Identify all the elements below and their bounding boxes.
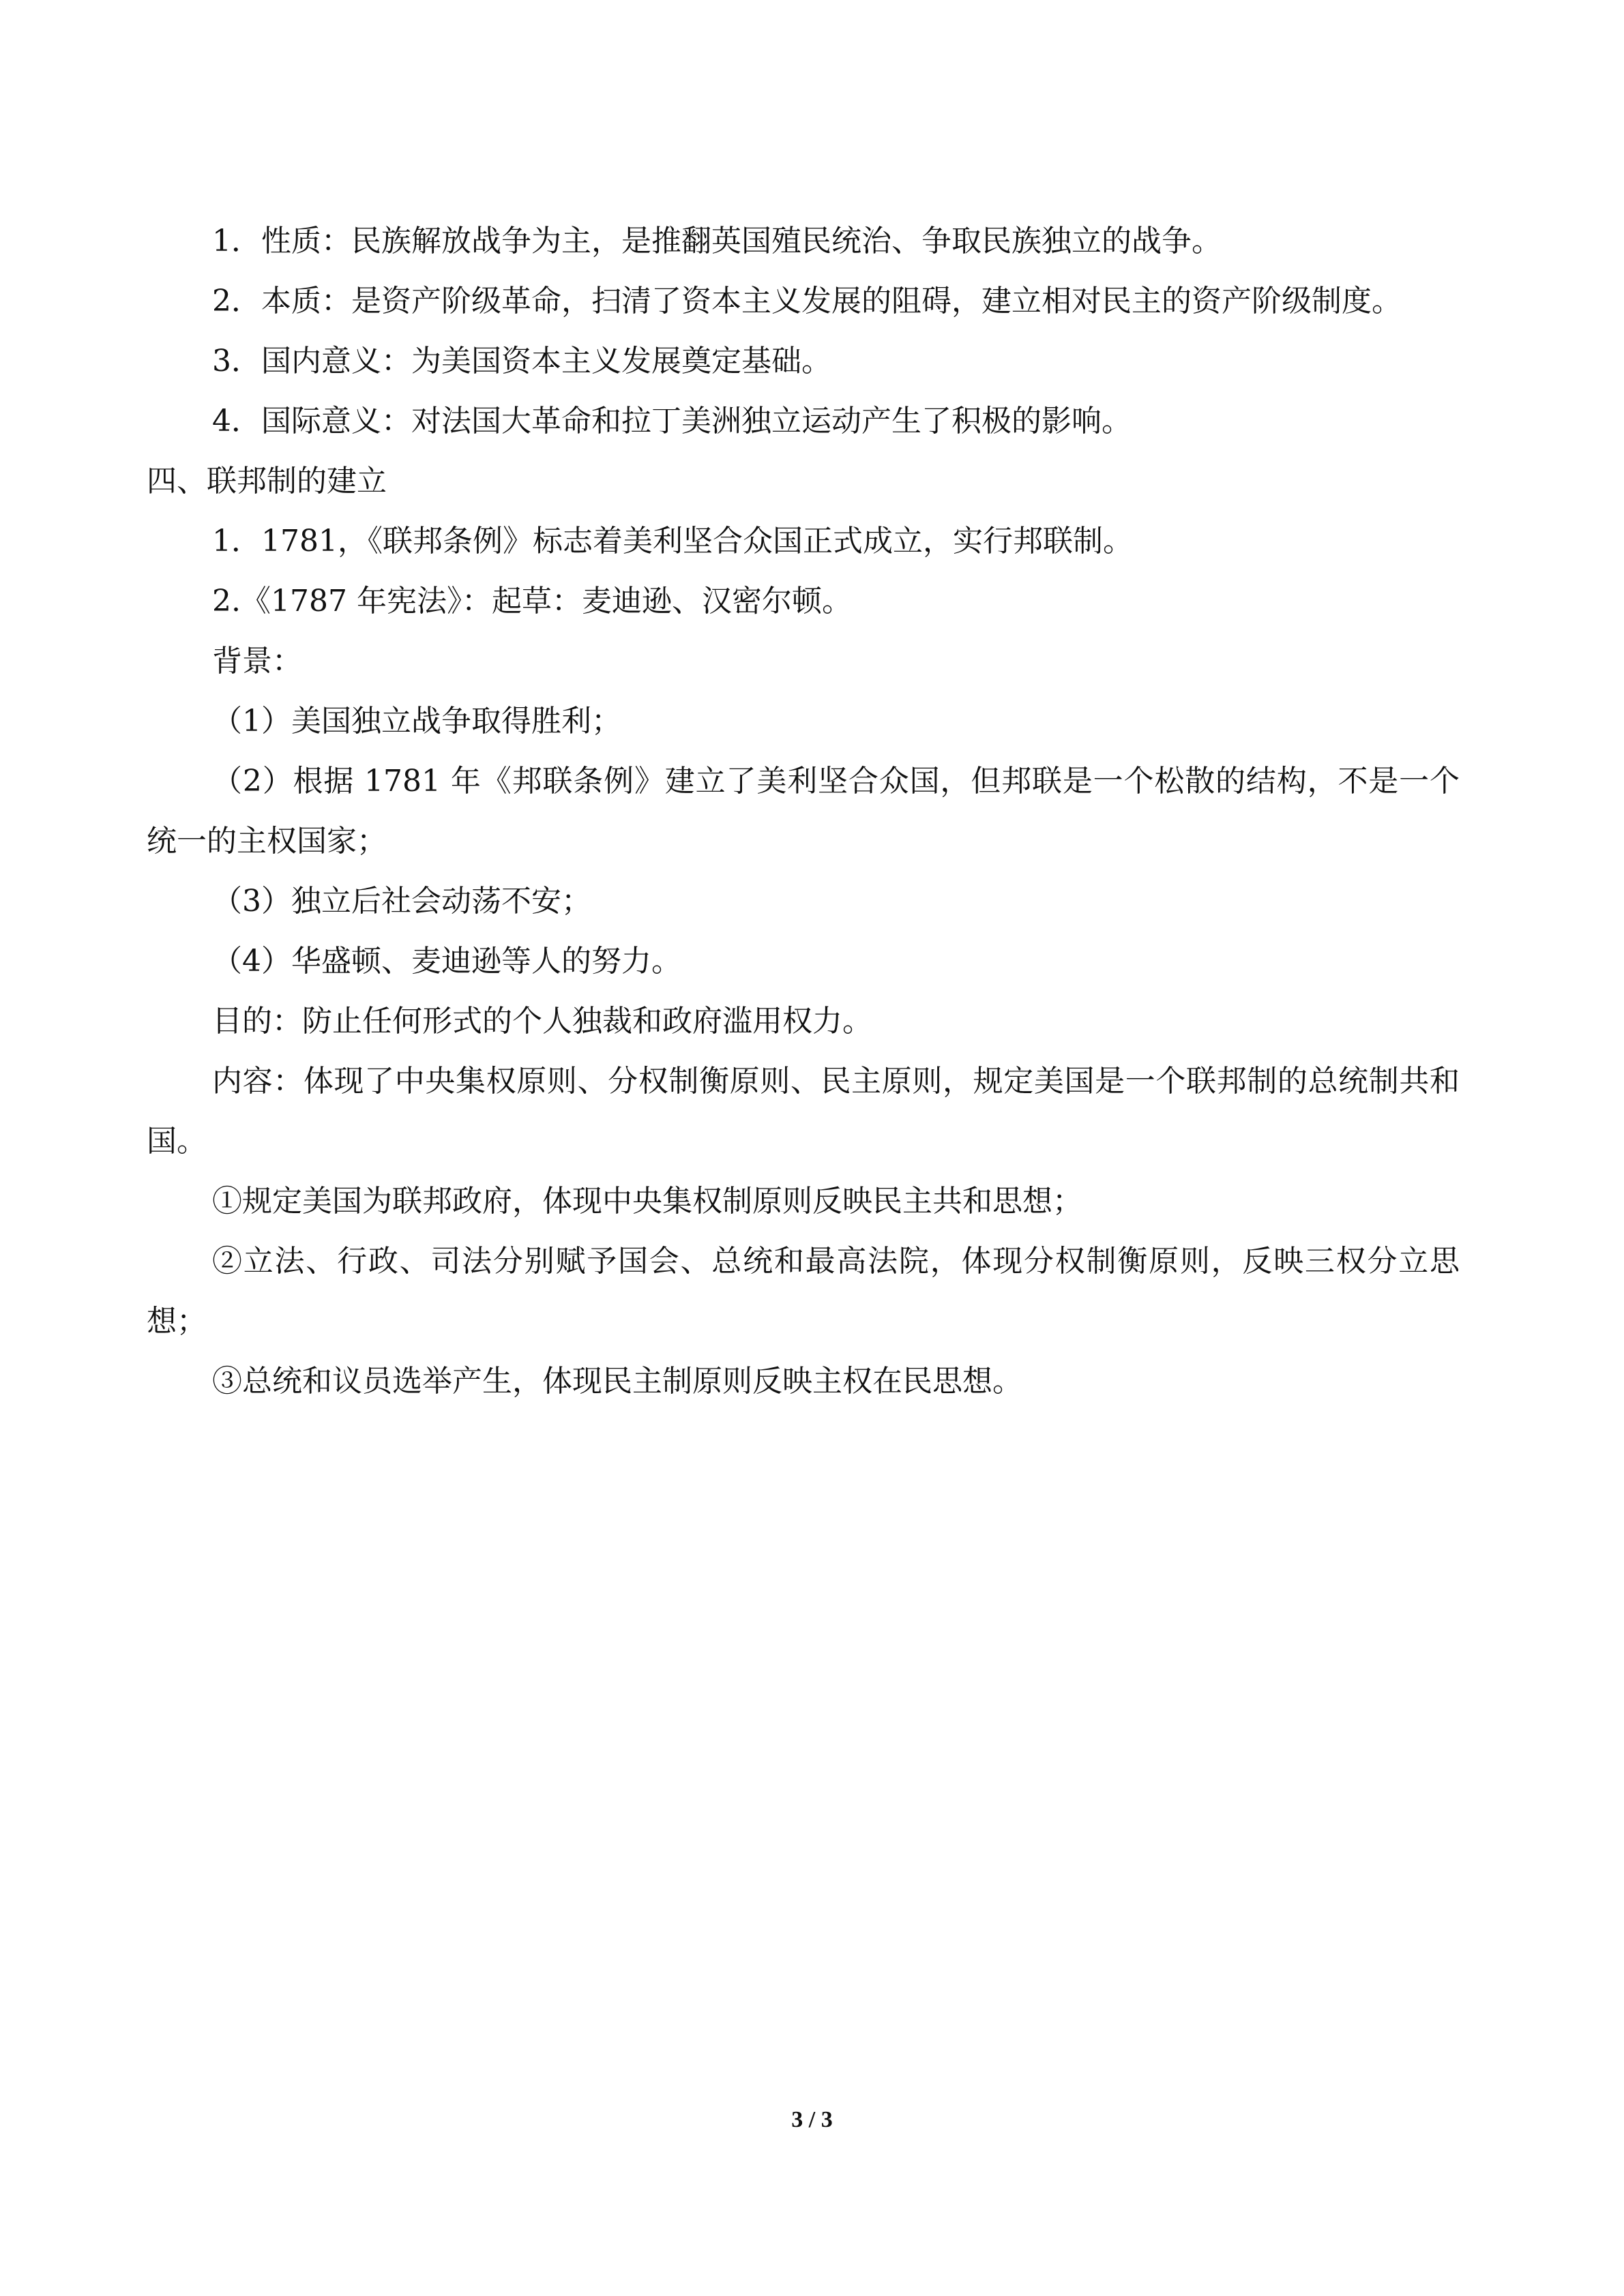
paragraph-articles-of-confederation: 1．1781，《联邦条例》标志着美利坚合众国正式成立，实行邦联制。	[212, 524, 1133, 558]
list-item-background-1: （1）美国独立战争取得胜利；	[212, 704, 621, 739]
paragraph-content: 内容：体现了中央集权原则、分权制衡原则、民主原则，规定美国是一个联邦制的总统制共和国。	[147, 1064, 1460, 1159]
document-body	[147, 211, 1460, 1412]
page-number: 3 / 3	[791, 2107, 833, 2132]
paragraph-nature: 1．性质：民族解放战争为主，是推翻英国殖民统治、争取民族独立的战争。	[212, 224, 1222, 258]
list-item-background-4: （4）华盛顿、麦迪逊等人的努力。	[212, 944, 681, 979]
paragraph-essence: 2．本质：是资产阶级革命，扫清了资本主义发展的阻碍，建立相对民主的资产阶级制度。	[212, 284, 1402, 318]
list-item-background-3: （3）独立后社会动荡不安；	[212, 884, 591, 919]
list-item-content-3: ③总统和议员选举产生，体现民主制原则反映主权在民思想。	[212, 1364, 1022, 1399]
paragraph-purpose: 目的：防止任何形式的个人独裁和政府滥用权力。	[212, 1004, 872, 1039]
list-item-background-2: （2）根据 1781 年《邦联条例》建立了美利坚合众国，但邦联是一个松散的结构，不是一个统一的主权国家；	[147, 764, 1460, 859]
section-heading-federalism: 四、联邦制的建立	[147, 464, 387, 498]
paragraph-constitution-1787: 2.《1787 年宪法》：起草：麦迪逊、汉密尔顿。	[212, 584, 852, 618]
list-item-content-1: ①规定美国为联邦政府，体现中央集权制原则反映民主共和思想；	[212, 1184, 1082, 1219]
paragraph-background-label: 背景：	[212, 644, 302, 679]
paragraph-international-significance: 4．国际意义：对法国大革命和拉丁美洲独立运动产生了积极的影响。	[212, 404, 1132, 438]
paragraph-domestic-significance: 3．国内意义：为美国资本主义发展奠定基础。	[212, 344, 831, 378]
list-item-content-2: ②立法、行政、司法分别赋予国会、总统和最高法院，体现分权制衡原则，反映三权分立思想；	[147, 1244, 1460, 1339]
